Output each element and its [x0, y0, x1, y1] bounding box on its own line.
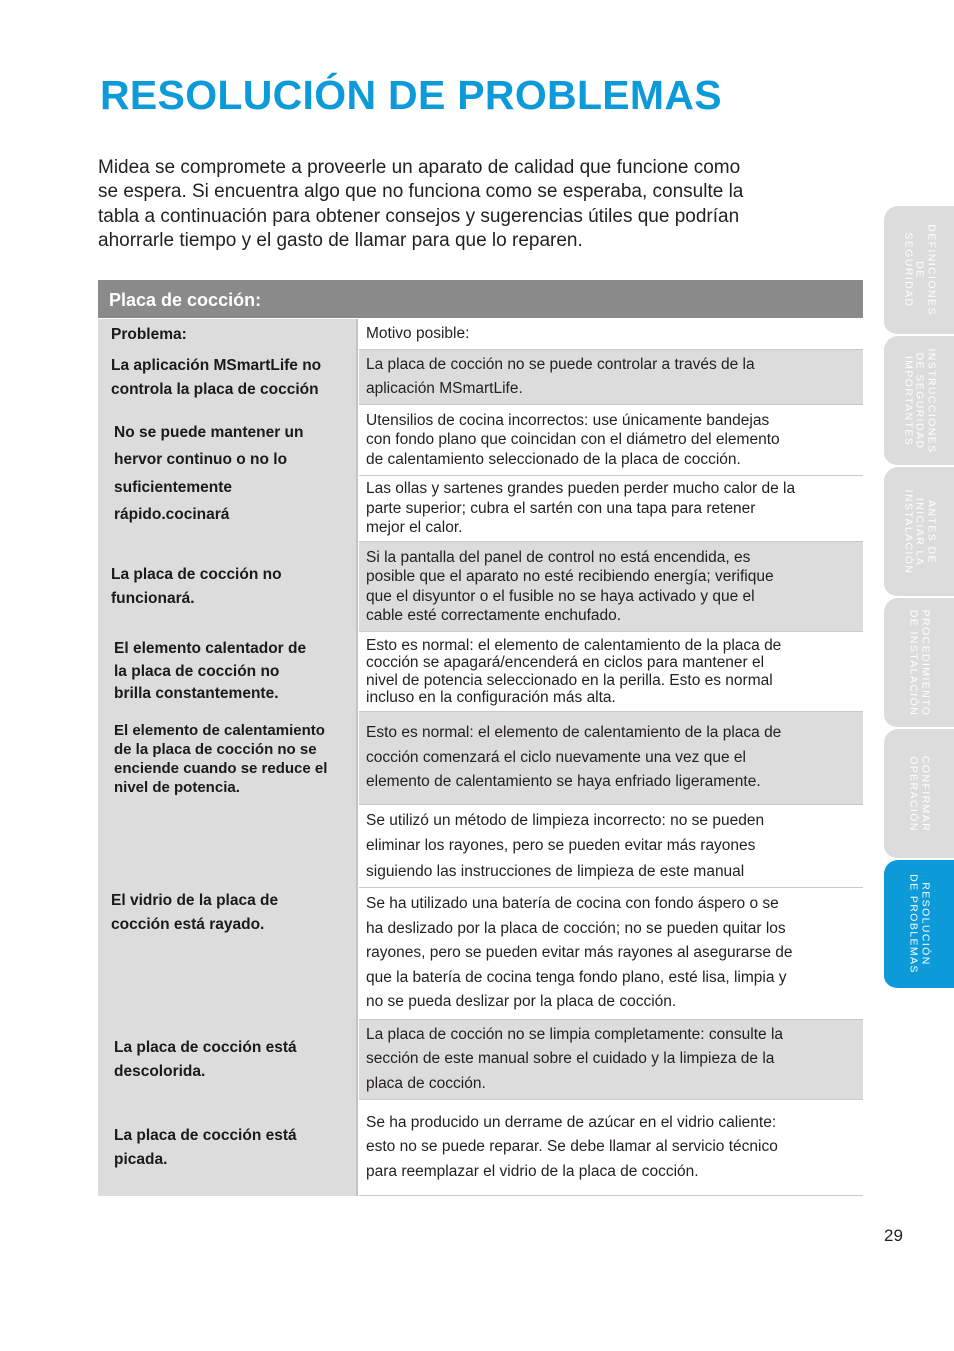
table-row [98, 632, 863, 712]
problem-text: funcionará. [111, 590, 195, 607]
cause-text: que el disyuntor o el fusible no se haya activado y que el [366, 587, 755, 605]
problem-text: de la placa de cocción no se [114, 740, 317, 758]
problem-cell [98, 350, 358, 405]
cause-text: no se pueda deslizar por la placa de cocción. [366, 993, 677, 1011]
cause-text: nivel de potencia seleccionado en la perilla. Esto es normal [366, 671, 773, 689]
cause-text: para reemplazar el vidrio de la placa de cocción. [366, 1162, 699, 1180]
section-header: Placa de cocción: [98, 280, 863, 318]
cause-text: Si la pantalla del panel de control no está encendida, es [366, 548, 751, 566]
problem-text: enciende cuando se reduce el [114, 759, 328, 777]
cause-text: cocción se apagará/encenderá en ciclos para mantener el [366, 654, 765, 671]
problem-text: La placa de cocción está [114, 1039, 297, 1056]
cause-text: sección de este manual sobre el cuidado y la limpieza de la [366, 1050, 775, 1068]
cause-text: cable esté correctamente enchufado. [366, 607, 622, 624]
problem-cell [98, 542, 358, 632]
cause-cell [359, 632, 863, 712]
cause-text: placa de cocción. [366, 1074, 486, 1092]
cause-text: ha deslizado por la placa de cocción; no se pueden quitar los [366, 919, 786, 937]
problem-header [98, 319, 358, 350]
tab-label: ANTES DE [925, 499, 938, 564]
tab-label: INICIAR LA [913, 497, 926, 566]
cause-text: parte superior; cubra el sartén con una tapa para retener [366, 499, 756, 517]
cause-text: La placa de cocción no se limpia completamente: consulte la [366, 1025, 784, 1043]
problem-text: La aplicación MSmartLife no [111, 356, 322, 374]
table-row [98, 712, 863, 805]
intro-line: tabla a continuación para obtener consejos y sugerencias útiles que podrían [98, 205, 740, 227]
problem-header-label: Problema: [111, 325, 187, 343]
problem-cell [98, 805, 358, 1020]
cause-text: Esto es normal: el elemento de calentamiento de la placa de [366, 636, 782, 654]
tab-antes-de-iniciar[interactable] [884, 467, 954, 598]
tab-definiciones-de-seguridad[interactable] [884, 206, 954, 336]
tab-label: SEGURIDAD [902, 232, 915, 308]
cause-header [359, 319, 863, 350]
tab-label: INSTALACIÓN [902, 489, 915, 574]
problem-text: El elemento calentador de [114, 640, 307, 658]
cause-text: Esto es normal: el elemento de calentamiento de la placa de [366, 724, 782, 742]
table-row [98, 405, 863, 542]
problem-text: descolorida. [114, 1063, 206, 1080]
tab-label: IMPORTANTES [902, 355, 915, 446]
cause-cell [359, 542, 863, 632]
cause-text: incluso en la configuración más alta. [366, 689, 616, 706]
problem-text: cocción está rayado. [111, 915, 265, 933]
cause-header-label: Motivo posible: [366, 325, 470, 343]
tab-label: DE PROBLEMAS [908, 874, 920, 974]
cause-text: eliminar los rayones, pero se pueden evitar más rayones [366, 837, 756, 855]
page-title: RESOLUCIÓN DE PROBLEMAS [100, 72, 722, 118]
tab-label: CONFIRMAR [919, 755, 932, 832]
problem-text: brilla constantemente. [114, 685, 279, 703]
cause-text: Se utilizó un método de limpieza incorrecto: no se pueden [366, 811, 765, 829]
tab-label: DE INSTALACIÓN [908, 609, 920, 716]
cause-text: que la batería de cocina tenga fondo plano, esté lisa, limpia y [366, 968, 787, 986]
table-row [98, 805, 863, 1020]
cause-text: esto no se puede reparar. Se debe llamar al servicio técnico [366, 1138, 778, 1156]
problem-text: La placa de cocción no [111, 566, 282, 583]
cause-text: Se ha producido un derrame de azúcar en el vidrio caliente: [366, 1113, 777, 1131]
problem-cell [98, 405, 358, 542]
cause-text: aplicación MSmartLife. [366, 380, 523, 397]
tab-instrucciones-de-seguridad[interactable] [884, 336, 954, 467]
tab-procedimiento-de-instalacion[interactable] [884, 598, 954, 729]
cause-cell [359, 476, 863, 542]
tab-label: RESOLUCIÓN [919, 882, 932, 966]
problem-text: El vidrio de la placa de [111, 891, 279, 909]
tab-resolucion-de-problemas[interactable] [884, 860, 954, 990]
page-number: 29 [884, 1226, 903, 1245]
cause-text: Se ha utilizado una batería de cocina con fondo áspero o se [366, 895, 779, 913]
tab-confirmar-operacion[interactable] [884, 729, 954, 860]
table-row [98, 1020, 863, 1100]
cause-cell [359, 405, 863, 476]
cause-text: mejor el calor. [366, 519, 463, 537]
cause-text: siguiendo las instrucciones de limpieza de este manual [366, 862, 745, 880]
cause-cell [359, 1100, 863, 1196]
tab-label: DEFINICIONES [925, 224, 938, 316]
cause-text: rayones, pero se pueden evitar más rayones al asegurarse de [366, 944, 793, 962]
intro-paragraph [98, 156, 868, 253]
intro-line: ahorrarle tiempo y el gasto de llamar para que lo reparen. [98, 229, 583, 251]
problem-text: El elemento de calentamiento [114, 721, 325, 739]
problem-text: nivel de potencia. [114, 778, 240, 796]
cause-text: posible que el aparato no esté recibiendo energía; verifique [366, 568, 774, 585]
table-row [98, 1100, 863, 1196]
intro-line: se espera. Si encuentra algo que no funciona como se esperaba, consulte la [98, 181, 744, 203]
problem-cell [98, 1100, 358, 1196]
cause-text: de calentamiento seleccionado de la placa de cocción. [366, 450, 741, 468]
cause-text: Utensilios de cocina incorrectos: use únicamente bandejas [366, 411, 770, 429]
tab-label: INSTRUCCIONES [925, 347, 938, 454]
problem-text: No se puede mantener un [114, 423, 304, 441]
problem-cell [98, 712, 358, 805]
cause-text: La placa de cocción no se puede controlar a través de la [366, 355, 755, 373]
problem-text: rápido.cocinará [114, 506, 230, 523]
problem-text: suficientemente [114, 478, 233, 496]
intro-line: Midea se compromete a proveerle un aparato de calidad que funcione como [98, 157, 741, 178]
cause-cell [359, 712, 863, 805]
troubleshooting-table [98, 280, 863, 1180]
tab-label: PROCEDIMIENTO [919, 609, 932, 716]
problem-text: la placa de cocción no [114, 662, 280, 680]
cause-cell [359, 888, 863, 1020]
cause-cell [359, 1020, 863, 1100]
problem-cell [98, 1020, 358, 1100]
tab-label: OPERACIÓN [908, 755, 920, 832]
cause-text: con fondo plano que coincidan con el diámetro del elemento [366, 431, 780, 449]
cause-text: Las ollas y sartenes grandes pueden perder mucho calor de la [366, 480, 796, 498]
table-row [98, 350, 863, 405]
problem-text: La placa de cocción está [114, 1127, 297, 1144]
problem-text: hervor continuo o no lo [114, 451, 288, 468]
problem-cell [98, 632, 358, 712]
cause-cell [359, 805, 863, 888]
table-row [98, 542, 863, 632]
tab-label: DE [913, 261, 926, 279]
table-header-row [98, 319, 863, 350]
tab-label: DE SEGURIDAD [913, 352, 926, 449]
cause-text: cocción comenzará el ciclo nuevamente una vez que el [366, 748, 746, 766]
problem-text: controla la placa de cocción [111, 380, 319, 398]
problem-text: picada. [114, 1151, 168, 1168]
cause-cell [359, 350, 863, 405]
cause-text: elemento de calentamiento se haya enfriado ligeramente. [366, 773, 761, 791]
